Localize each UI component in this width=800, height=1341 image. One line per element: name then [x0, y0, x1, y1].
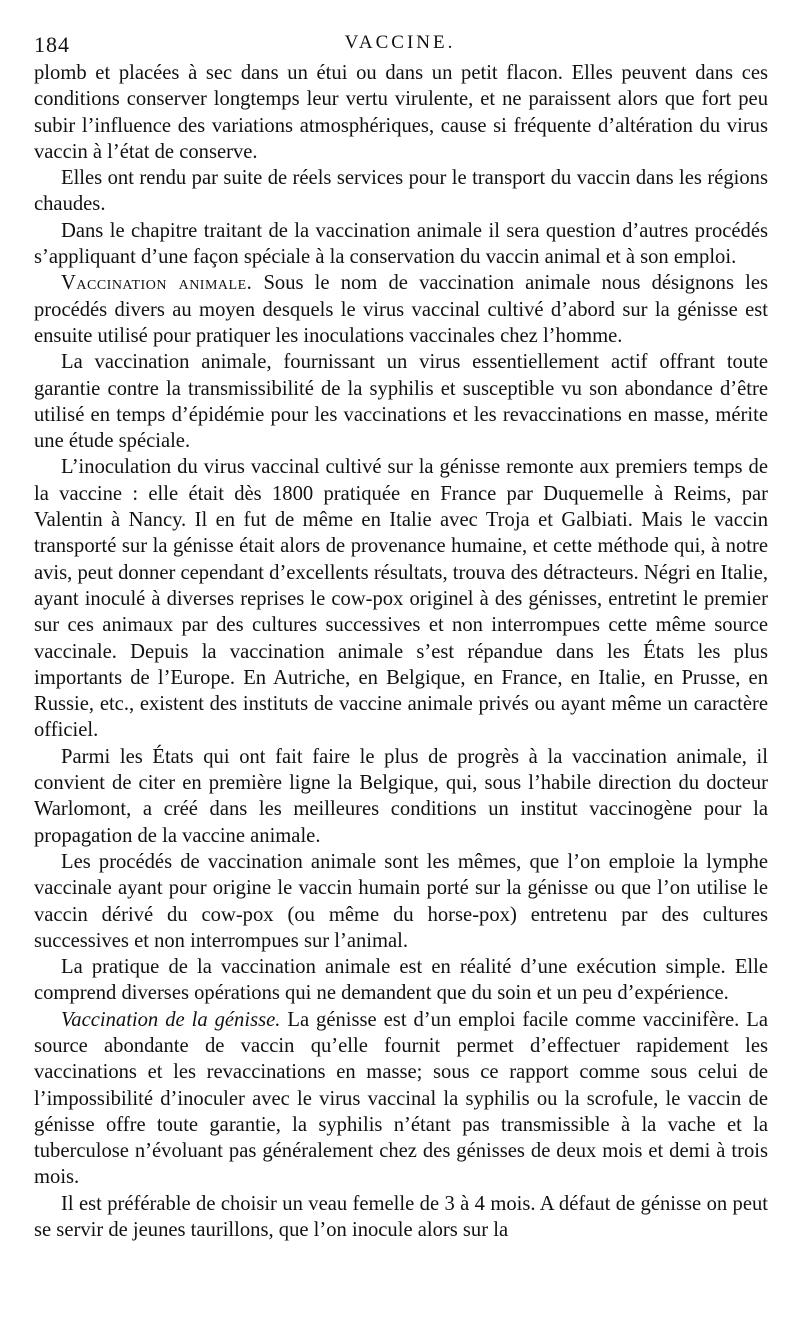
page-header	[0, 30, 800, 58]
text-body	[34, 60, 768, 1243]
running-title: VACCINE.	[344, 32, 456, 53]
section-heading-vaccination-animale: Vaccination animale.	[61, 272, 253, 295]
paragraph-conservation-continued: plomb et placées à sec dans un étui ou dans un petit flacon. Elles peuvent dans ces conditions conserver longtemps leur vertu virulente, et ne paraissent alors que fort peu subir l’influence des variations atmosphériques, cause si fréquente d’altération du virus vaccin à l’état de conserve.	[34, 62, 768, 163]
paragraph-regions-chaudes: Elles ont rendu par suite de réels services pour le transport du vaccin dans les régions chaudes.	[34, 167, 768, 216]
paragraph-virus-actif: La vaccination animale, fournissant un virus essentiellement actif offrant toute garantie contre la transmissibilité de la syphilis et susceptible vu son abondance d’être utilisé en temps d’épidémie pour les vaccinations et les revaccinations en masse, mérite une étude spéciale.	[34, 351, 768, 453]
paragraph-belgique: Parmi les États qui ont fait faire le plus de progrès à la vaccination animale, il convient de citer en première ligne la Belgique, qui, sous l’habile direction du docteur Warlomont, a créé dans les meilleures conditions un institut vaccinogène pour la propagation de la vaccine animale.	[34, 745, 768, 847]
paragraph-procedes: Les procédés de vaccination animale sont les mêmes, que l’on emploie la lymphe vaccinale ayant pour origine le vaccin humain porté sur la génisse ou que l’on utilise le vaccin dérivé du cow-pox (ou même du horse-pox) entretenu par des cultures successives et non interrompues sur l’animal.	[34, 850, 768, 952]
page-number: 184	[34, 32, 70, 57]
paragraph-vaccination-genisse	[34, 1007, 768, 1191]
paragraph-historique: L’inoculation du virus vaccinal cultivé sur la génisse remonte aux premiers temps de la vaccine : elle était dès 1800 pratiquée en France par Duquemelle à Reims, par Valentin à Nancy. Il en fut de même en Italie avec Troja et Galbiati. Mais le vaccin transporté sur la génisse était alors de provenance humaine, et cette méthode qui, à notre avis, peut donner cependant d’excellents résultats, trouva des détracteurs. Négri en Italie, ayant inoculé à diverses reprises le cow-pox originel à des génisses, entretint le premier sur ces animaux par des cultures successives et non interrompues cette même source vaccinale. Depuis la vaccination animale s’est répandue dans les États les plus importants de l’Europe. En Autriche, en Belgique, en France, en Italie, en Prusse, en Russie, etc., existent des instituts de vaccine animale privés ou ayant même un caractère officiel.	[34, 456, 768, 742]
paragraph-chapitre-animale: Dans le chapitre traitant de la vaccination animale il sera question d’autres procédés s’appliquant d’une façon spéciale à la conservation du vaccin animal et à son emploi.	[34, 219, 768, 269]
paragraph-vaccination-animale	[34, 270, 768, 349]
section-text-vaccination-genisse: La génisse est d’un emploi facile comme vaccinifère. La source abondante de vaccin qu’elle fournit permet d’effectuer rapidement les vaccinations et les revaccinations en masse; sous ce rapport comme sous celui de l’impossibilité d’inoculer avec le virus vaccinal la syphilis ou la scrofule, le vaccin de génisse offre toute garantie, la syphilis n’étant pas transmissible à la vache et la tuberculose n’évoluant pas généralement chez des génisses de deux mois et demi à trois mois.	[34, 1008, 768, 1189]
paragraph-veau-femelle: Il est préférable de choisir un veau femelle de 3 à 4 mois. A défaut de génisse on peut se servir de jeunes taurillons, que l’on inocule alors sur la	[34, 1192, 768, 1242]
section-text-vaccination-animale: Sous le nom de vaccination animale nous désignons les procédés divers au moyen desquels le virus vaccinal cultivé d’abord sur la génisse est ensuite utilisé pour pratiquer les inoculations vaccinales chez l’homme.	[34, 272, 768, 347]
section-heading-vaccination-genisse: Vaccination de la génisse.	[61, 1008, 281, 1031]
paragraph-pratique: La pratique de la vaccination animale est en réalité d’une exécution simple. Elle comprend diverses opérations qui ne demandent que du soin et un peu d’expérience.	[34, 956, 768, 1005]
